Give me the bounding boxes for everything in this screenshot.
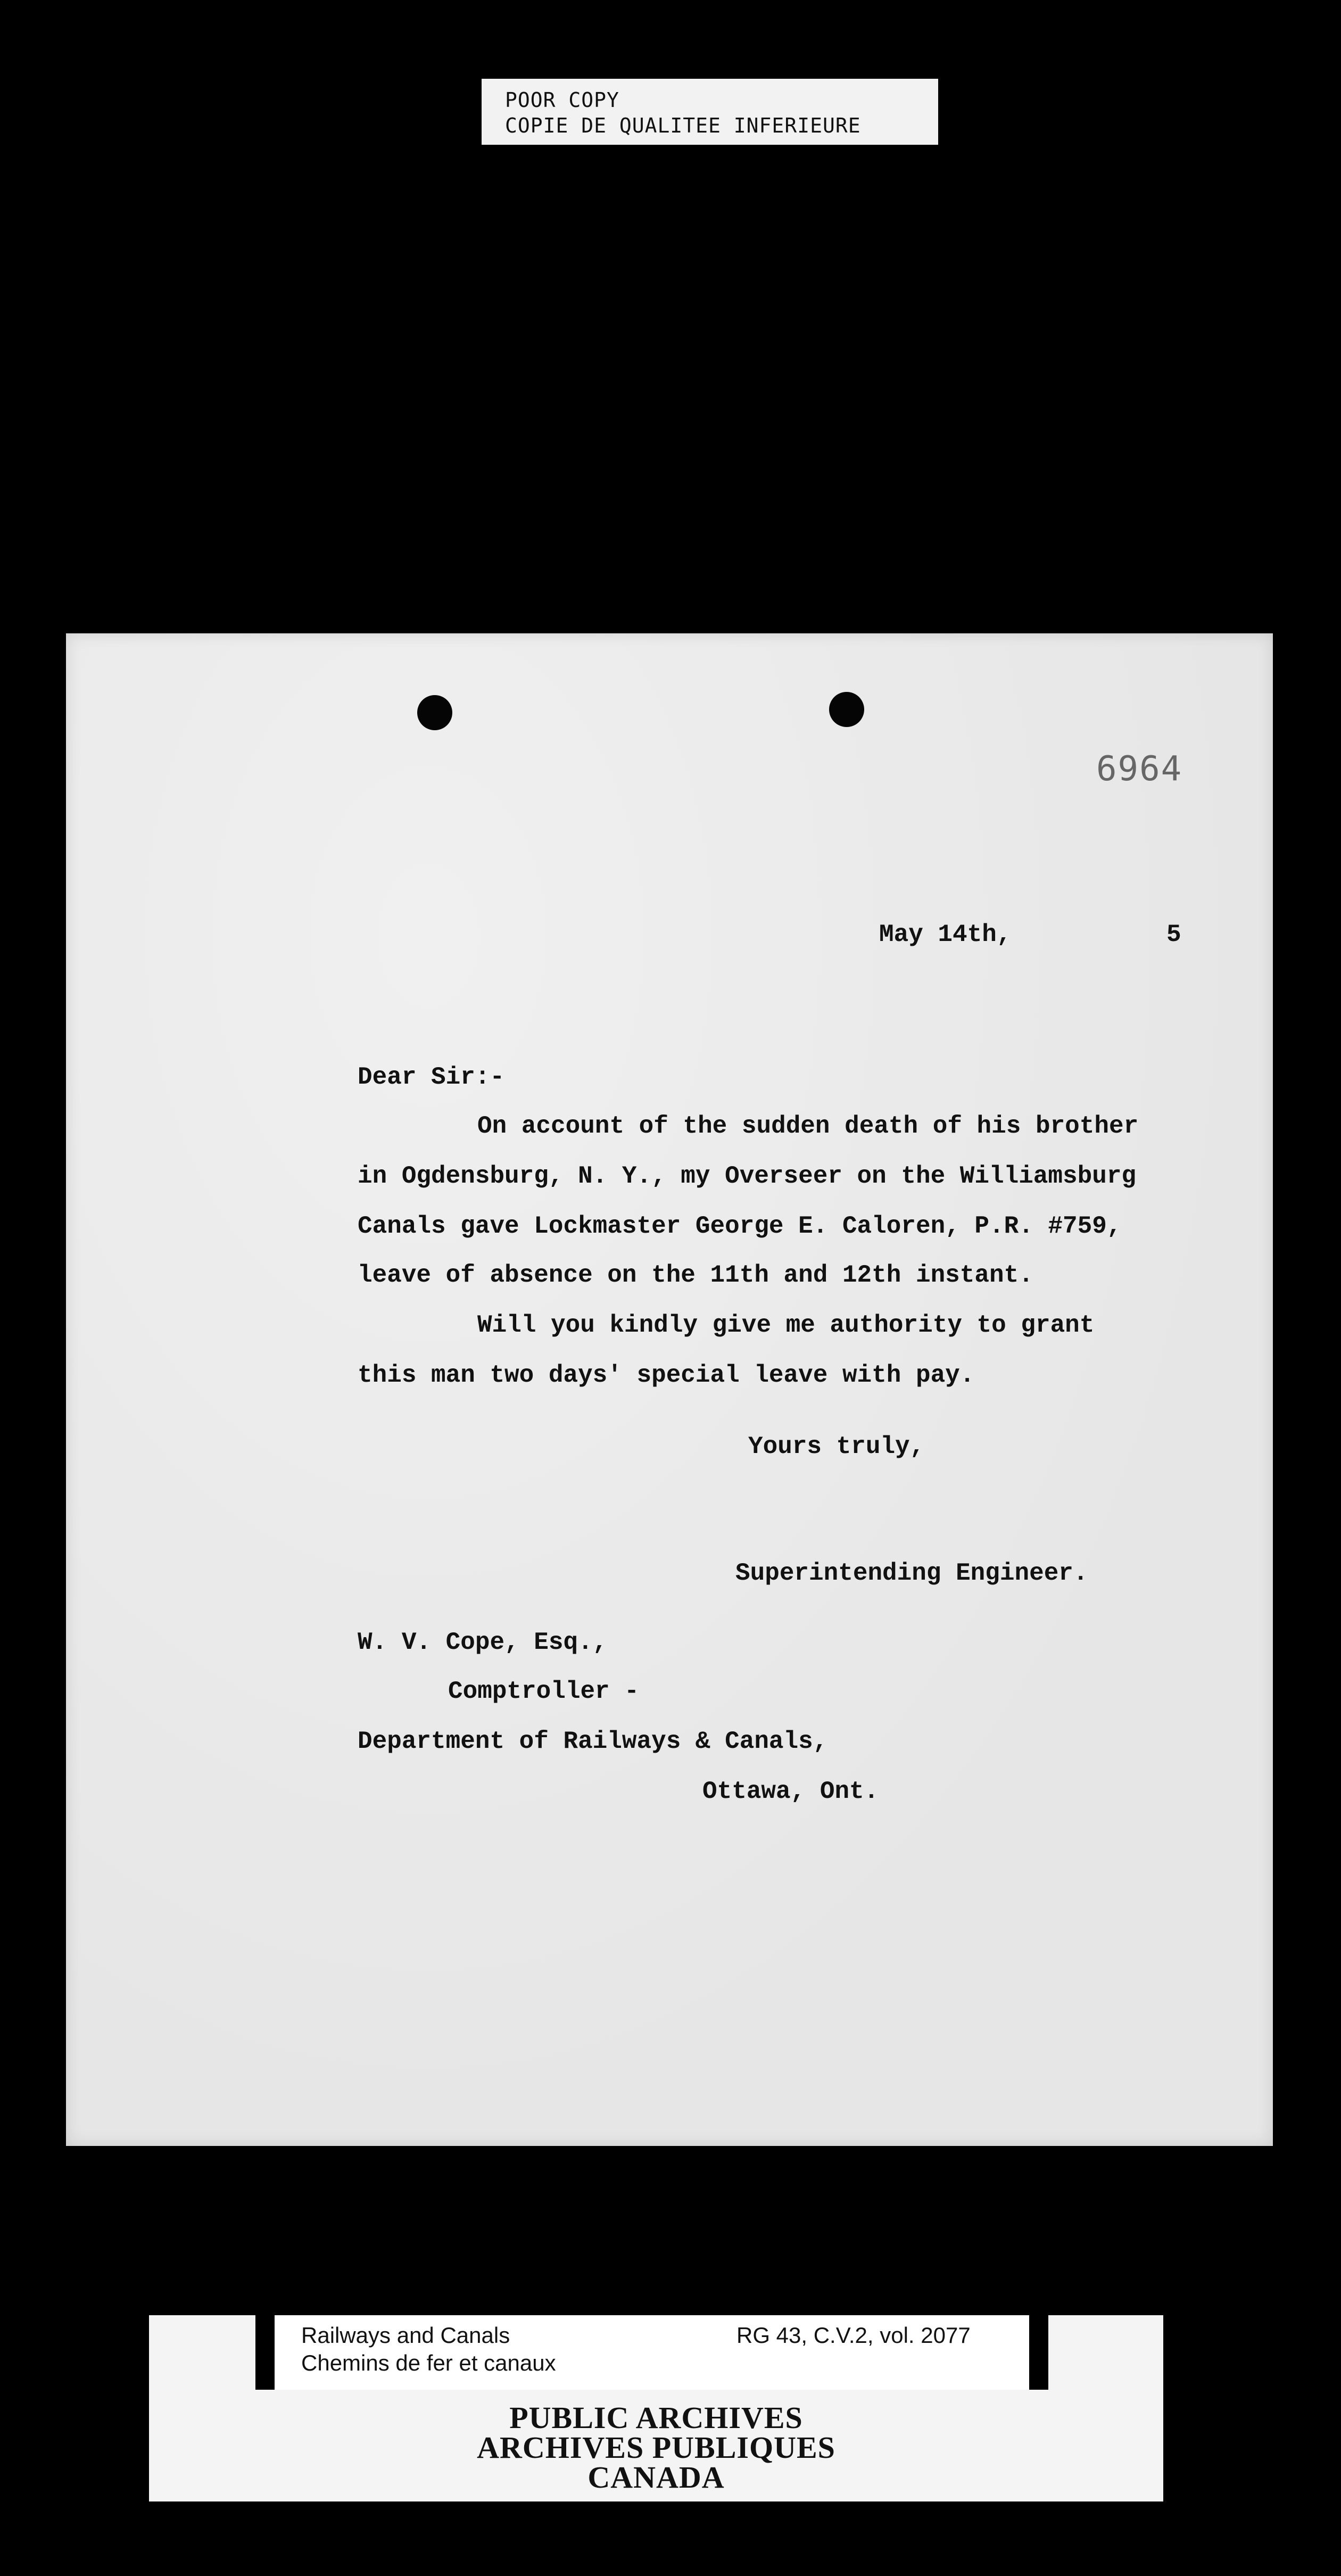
poor-copy-line-fr: COPIE DE QUALITEE INFERIEURE (505, 114, 861, 137)
archive-label-card (149, 2315, 1163, 2501)
body-line: Canals gave Lockmaster George E. Caloren, P.R. #759, (358, 1212, 1122, 1240)
letter-page (66, 633, 1273, 2146)
department-name-fr: Chemins de fer et canaux (301, 2350, 556, 2375)
archive-reference: RG 43, C.V.2, vol. 2077 (736, 2323, 971, 2348)
address-line: W. V. Cope, Esq., (358, 1629, 608, 1656)
address-line: Comptroller - (448, 1678, 639, 1705)
letter-date: May 14th, (879, 921, 1012, 948)
body-line: Will you kindly give me authority to grant (477, 1311, 1095, 1339)
archives-title-fr: ARCHIVES PUBLIQUES (477, 2430, 835, 2465)
body-line: leave of absence on the 11th and 12th instant. (358, 1261, 1033, 1289)
address-line: Ottawa, Ont. (702, 1778, 879, 1805)
punch-hole-right (829, 692, 864, 727)
poor-copy-label (482, 79, 938, 145)
salutation: Dear Sir:- (358, 1063, 505, 1091)
body-line: in Ogdensburg, N. Y., my Overseer on the Williamsburg (358, 1162, 1137, 1190)
archives-title-en: PUBLIC ARCHIVES (509, 2400, 803, 2435)
punch-hole-left (417, 695, 452, 730)
file-number-stamp: 6964 (1096, 749, 1183, 789)
address-line: Department of Railways & Canals, (358, 1728, 828, 1755)
body-line: this man two days' special leave with pay. (358, 1361, 975, 1389)
letter-date-suffix: 5 (1166, 921, 1181, 948)
department-name-en: Railways and Canals (301, 2323, 510, 2348)
signature-title: Superintending Engineer. (735, 1559, 1088, 1587)
archives-country: CANADA (587, 2460, 725, 2495)
body-line: On account of the sudden death of his brother (477, 1112, 1139, 1140)
closing: Yours truly, (748, 1433, 925, 1460)
poor-copy-line-en: POOR COPY (505, 88, 619, 112)
